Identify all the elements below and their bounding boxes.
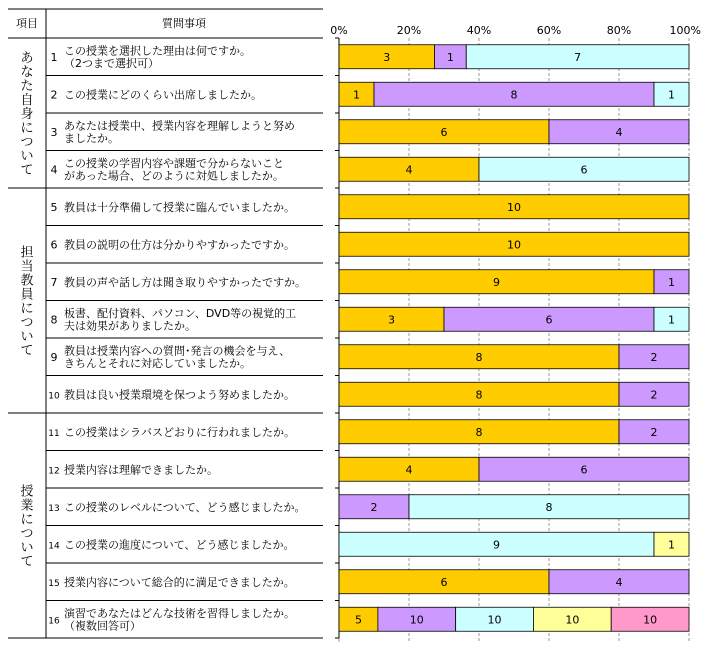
bar-value-label: 6	[440, 575, 448, 589]
bar-value-label: 9	[493, 275, 500, 289]
bar-row	[339, 120, 689, 144]
bar-value-label: 10	[643, 613, 658, 627]
question-text: 夫は効果がありましたか。	[64, 319, 196, 333]
question-number: 4	[50, 163, 58, 177]
question-number: 5	[50, 200, 58, 214]
question-text: があった場合、どのように対処しましたか。	[64, 169, 284, 183]
question-row	[51, 344, 291, 371]
question-row	[51, 237, 296, 251]
bar-row	[339, 607, 689, 631]
question-number: 6	[50, 238, 58, 252]
question-number: 9	[50, 350, 58, 364]
x-tick-label: 20%	[396, 24, 422, 37]
bar-row	[339, 457, 689, 481]
bar-row	[339, 270, 689, 294]
question-number: 7	[50, 275, 58, 289]
bar-row	[339, 570, 689, 594]
bar-value-label: 7	[574, 50, 582, 64]
bar-row	[339, 345, 689, 369]
bar-row	[339, 495, 689, 519]
question-number: 1	[50, 50, 58, 64]
question-row	[51, 156, 285, 183]
question-number: 11	[48, 428, 60, 439]
question-number: 16	[48, 616, 60, 627]
bar-value-label: 10	[409, 613, 424, 627]
question-row	[48, 500, 305, 514]
bar-value-label: 8	[475, 425, 483, 439]
question-text: 教員は良い授業環境を保つよう努めましたか。	[64, 388, 295, 402]
x-tick-label: 100%	[669, 24, 701, 37]
bar-value-label: 4	[615, 575, 623, 589]
question-text: この授業にどのくらい出席しましたか。	[64, 88, 262, 102]
bar-value-label: 1	[446, 50, 454, 64]
bar-value-label: 8	[475, 388, 483, 402]
question-text: 教員の説明の仕方は分かりやすかったですか。	[64, 238, 295, 252]
question-row	[51, 200, 296, 214]
bar-value-label: 9	[493, 538, 500, 552]
question-row	[51, 119, 296, 146]
question-number: 12	[48, 466, 60, 477]
bar-row	[339, 82, 689, 106]
group-labels	[20, 51, 33, 570]
bar-value-label: 4	[405, 163, 413, 177]
bar-value-label: 4	[615, 125, 623, 139]
question-number: 14	[48, 541, 60, 552]
question-number: 3	[50, 125, 58, 139]
bar-value-label: 4	[405, 463, 413, 477]
bar-value-label: 2	[650, 350, 658, 364]
question-text: 授業内容について総合的に満足できましたか。	[64, 575, 295, 589]
bar-value-label: 8	[545, 500, 553, 514]
bar-value-label: 1	[353, 88, 360, 102]
question-row	[51, 306, 297, 333]
question-row	[51, 87, 263, 101]
bar-row	[339, 532, 689, 556]
question-text: この授業の進度について、どう感じましたか。	[64, 538, 295, 552]
bar-value-label: 6	[580, 463, 588, 477]
category-column-header: 項目	[16, 17, 38, 30]
question-text: 教員は授業内容への質問･発言の機会を与え、	[64, 344, 291, 358]
bar-row	[339, 157, 689, 181]
bar-value-label: 3	[388, 313, 395, 327]
bar-value-label: 10	[507, 200, 521, 214]
bar-value-label: 6	[440, 125, 448, 139]
bar-row	[339, 195, 689, 219]
bar-row	[339, 307, 689, 331]
x-tick-label: 80%	[606, 24, 632, 37]
x-tick-label: 60%	[536, 24, 562, 37]
bar-value-label: 6	[545, 313, 553, 327]
group-label: あなた自身について	[20, 51, 34, 178]
question-row	[51, 44, 252, 71]
question-number: 2	[50, 88, 58, 102]
question-text: あなたは授業中、授業内容を理解しようと努め	[64, 119, 295, 133]
question-text: 板書、配付資料、パソコン、DVD等の視覚的工	[64, 307, 297, 320]
bar-row	[339, 232, 689, 256]
question-column-header: 質問事項	[162, 17, 206, 30]
question-text: この授業を選択した理由は何ですか。	[64, 44, 251, 58]
question-number: 15	[48, 578, 60, 589]
question-text: 教員の声や話し方は聞き取りやすかったですか。	[64, 275, 306, 289]
question-row	[48, 425, 295, 439]
question-text: この授業はシラバスどおりに行われましたか。	[64, 425, 295, 439]
bar-value-label: 1	[668, 313, 675, 327]
bar-row	[339, 420, 689, 444]
question-text: この授業の学習内容や課題で分からないこと	[64, 157, 284, 170]
bar-value-label: 5	[354, 613, 362, 627]
bar-value-label: 2	[650, 388, 658, 402]
bar-value-label: 1	[668, 88, 675, 102]
question-number: 10	[48, 391, 60, 402]
x-tick-label: 0%	[330, 24, 348, 37]
bar-value-label: 10	[565, 613, 580, 627]
bar-value-label: 2	[370, 500, 378, 514]
bar-value-label: 2	[650, 425, 658, 439]
question-number: 13	[48, 503, 60, 514]
question-text: この授業のレベルについて、どう感じましたか。	[64, 500, 306, 514]
question-text: （複数回答可）	[64, 619, 141, 633]
question-text: （2つまで選択可）	[64, 57, 159, 70]
bar-row	[339, 45, 689, 69]
group-label: 担当教員について	[20, 245, 34, 359]
question-text: 授業内容は理解できましたか。	[64, 463, 218, 477]
x-tick-label: 40%	[466, 24, 492, 37]
question-row	[48, 575, 295, 589]
bar-value-label: 6	[580, 163, 588, 177]
question-text: きちんとそれに対応していましたか。	[64, 357, 251, 370]
question-row	[48, 462, 218, 476]
bar-value-label: 3	[383, 50, 391, 64]
bar-value-label: 10	[487, 613, 502, 627]
question-text: 教員は十分準備して授業に臨んでいましたか。	[64, 200, 295, 214]
bar-value-label: 1	[668, 538, 675, 552]
group-label: 授業について	[20, 484, 34, 570]
question-row	[48, 387, 295, 401]
bar-value-label: 1	[668, 275, 675, 289]
question-text: ましたか。	[64, 132, 119, 145]
question-row	[48, 537, 294, 551]
question-row	[51, 275, 307, 289]
question-text: 演習であなたはどんな技術を習得しましたか。	[64, 607, 295, 620]
question-row	[48, 606, 295, 633]
question-number: 8	[50, 313, 58, 327]
bar-value-label: 10	[507, 238, 521, 252]
bar-row	[339, 382, 689, 406]
bar-value-label: 8	[510, 88, 518, 102]
bar-value-label: 8	[475, 350, 483, 364]
x-axis-ticks	[330, 24, 701, 37]
